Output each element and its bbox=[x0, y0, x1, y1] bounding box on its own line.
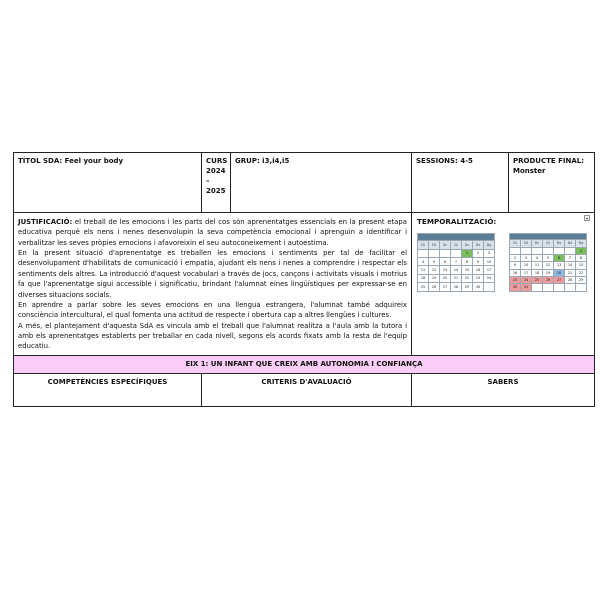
calendar-2 bbox=[509, 233, 587, 291]
calendar-day: 16 bbox=[473, 266, 484, 274]
calendar-day bbox=[554, 284, 565, 291]
calendar-day: 15 bbox=[462, 266, 473, 274]
dropdown-arrow-icon[interactable] bbox=[584, 215, 590, 221]
grup-text: GRUP: i3,i4,i5 bbox=[235, 157, 290, 165]
calendar-day: 19 bbox=[543, 269, 554, 276]
calendar-day: 14 bbox=[565, 262, 576, 269]
calendar-day: 4 bbox=[418, 258, 429, 266]
calendar-weekday: Dt bbox=[429, 241, 440, 249]
calendar-weekday: Dv bbox=[554, 240, 565, 247]
calendar-day: 26 bbox=[429, 283, 440, 291]
calendar-day: 10 bbox=[484, 258, 495, 266]
justificacio-row bbox=[14, 213, 595, 356]
columns-row bbox=[14, 373, 595, 406]
calendar-day: 21 bbox=[565, 269, 576, 276]
calendar-day bbox=[543, 247, 554, 254]
calendar-day: 27 bbox=[440, 283, 451, 291]
calendar-day: 20 bbox=[440, 274, 451, 282]
calendar-day: 28 bbox=[565, 276, 576, 283]
sda-table bbox=[13, 152, 595, 407]
eix-cell: EIX 1: UN INFANT QUE CREIX AMB AUTONOMIA I CONFIANÇA bbox=[14, 355, 595, 373]
calendar-day: 26 bbox=[543, 276, 554, 283]
calendar-day: 16 bbox=[510, 269, 521, 276]
curs-text: CURS 2024 – 2025 bbox=[206, 157, 228, 196]
calendar-month-header bbox=[418, 234, 495, 241]
calendar-day: 1 bbox=[462, 249, 473, 257]
calendar-day: 30 bbox=[473, 283, 484, 291]
titol-text: TÍTOL SDA: Feel your body bbox=[18, 157, 124, 165]
calendar-day: 14 bbox=[451, 266, 462, 274]
calendar-day: 12 bbox=[543, 262, 554, 269]
calendar-weekday: Dg bbox=[484, 241, 495, 249]
calendar-day: 21 bbox=[451, 274, 462, 282]
calendar-day bbox=[440, 249, 451, 257]
calendar-day: 8 bbox=[576, 255, 587, 262]
calendar-day bbox=[451, 249, 462, 257]
calendar-day: 9 bbox=[473, 258, 484, 266]
producte-label: PRODUCTE FINAL: bbox=[513, 157, 585, 165]
calendar-day: 6 bbox=[554, 255, 565, 262]
justificacio-label: JUSTIFICACIÓ: bbox=[18, 218, 73, 226]
calendar-day bbox=[510, 247, 521, 254]
calendar-day: 31 bbox=[521, 284, 532, 291]
calendar-day bbox=[543, 284, 554, 291]
sessions-cell bbox=[412, 153, 509, 213]
calendar-day bbox=[532, 247, 543, 254]
calendar-day: 13 bbox=[554, 262, 565, 269]
calendar-day: 5 bbox=[543, 255, 554, 262]
calendar-day: 25 bbox=[532, 276, 543, 283]
calendar-day: 29 bbox=[462, 283, 473, 291]
calendar-day bbox=[418, 249, 429, 257]
calendar-day: 11 bbox=[532, 262, 543, 269]
calendar-day: 28 bbox=[451, 283, 462, 291]
calendar-day: 3 bbox=[484, 249, 495, 257]
calendar-day: 4 bbox=[532, 255, 543, 262]
calendar-weekday: Dc bbox=[440, 241, 451, 249]
calendar-day: 12 bbox=[429, 266, 440, 274]
calendar-day: 2 bbox=[510, 255, 521, 262]
calendar-day: 9 bbox=[510, 262, 521, 269]
calendar-weekday: Dg bbox=[576, 240, 587, 247]
justificacio-p3: En aprendre a parlar sobre les seves emocions en una llengua estrangera, l'alumnat també adquireix consciència intercultural, el qual fomenta una actitud de respecte i obertura cap a altres llengües i cultures. bbox=[18, 300, 407, 320]
calendar-day: 27 bbox=[554, 276, 565, 283]
producte-value: Monster bbox=[513, 167, 546, 176]
calendar-weekday: Ds bbox=[565, 240, 576, 247]
calendar-day: 6 bbox=[440, 258, 451, 266]
calendar-day bbox=[532, 284, 543, 291]
calendar-day bbox=[554, 247, 565, 254]
calendar-day bbox=[565, 247, 576, 254]
producte-cell bbox=[509, 153, 595, 213]
calendar-day: 11 bbox=[418, 266, 429, 274]
calendar-day: 1 bbox=[576, 247, 587, 254]
calendar-day: 17 bbox=[521, 269, 532, 276]
calendar-day: 25 bbox=[418, 283, 429, 291]
criteris-header: CRITERIS D'AVALUACIÓ bbox=[202, 373, 412, 406]
calendar-day: 7 bbox=[565, 255, 576, 262]
calendar-day: 19 bbox=[429, 274, 440, 282]
calendar-day: 18 bbox=[418, 274, 429, 282]
curs-cell bbox=[202, 153, 231, 213]
calendar-day: 24 bbox=[521, 276, 532, 283]
calendar-day: 24 bbox=[484, 274, 495, 282]
calendar-day: 10 bbox=[521, 262, 532, 269]
calendar-day: 5 bbox=[429, 258, 440, 266]
calendar-day: 22 bbox=[576, 269, 587, 276]
competencies-header: COMPETÈNCIES ESPECÍFIQUES bbox=[14, 373, 202, 406]
calendar-day bbox=[576, 284, 587, 291]
calendar-day bbox=[429, 249, 440, 257]
sabers-header: SABERS bbox=[412, 373, 595, 406]
calendar-day bbox=[521, 247, 532, 254]
eix-row bbox=[14, 355, 595, 373]
calendar-day: 8 bbox=[462, 258, 473, 266]
header-row bbox=[14, 153, 595, 213]
sessions-text: SESSIONS: 4-5 bbox=[416, 157, 473, 165]
temporalitzacio-cell bbox=[412, 213, 595, 356]
calendar-weekday: Ds bbox=[473, 241, 484, 249]
calendar-day: 20 bbox=[554, 269, 565, 276]
calendar-weekday: Dt bbox=[521, 240, 532, 247]
calendar-weekday: Dj bbox=[543, 240, 554, 247]
calendars bbox=[416, 233, 590, 291]
calendar-day: 17 bbox=[484, 266, 495, 274]
calendar-weekday: Dl bbox=[418, 241, 429, 249]
calendar-weekday: Dl bbox=[510, 240, 521, 247]
justificacio-p4: A més, el plantejament d'aquesta SdA es vincula amb el treball que l'alumnat realitza a l'aula amb la tutora i amb els aprenentatges establerts per treballar en cada nivell, segons els acords fixats amb la resta de l'equip educatiu. bbox=[18, 321, 407, 351]
calendar-weekday: Dj bbox=[451, 241, 462, 249]
calendar-day: 23 bbox=[473, 274, 484, 282]
calendar-weekday: Dv bbox=[462, 241, 473, 249]
calendar-day: 2 bbox=[473, 249, 484, 257]
justificacio-cell bbox=[14, 213, 412, 356]
calendar-weekday: Dc bbox=[532, 240, 543, 247]
grup-cell bbox=[231, 153, 412, 213]
calendar-1 bbox=[417, 233, 495, 291]
titol-cell bbox=[14, 153, 202, 213]
calendar-day: 29 bbox=[576, 276, 587, 283]
calendar-day bbox=[484, 283, 495, 291]
calendar-day: 3 bbox=[521, 255, 532, 262]
calendar-day: 18 bbox=[532, 269, 543, 276]
temporalitzacio-label: TEMPORALITZACIÓ: bbox=[417, 217, 497, 226]
calendar-day: 23 bbox=[510, 276, 521, 283]
calendar-day: 22 bbox=[462, 274, 473, 282]
justificacio-p2: En la present situació d'aprenentatge es treballen les emocions i sentiments per tal de facilitar el desenvolupament d'habilitats de comunicació i empatia, ajudant els nens i nenes a comprendre i respectar els sentiments dels altres. La introducció d'aquest vocabulari a través de jocs, cançons i activitats visuals i motrius fa que l'aprenentatge sigui accessible i significatiu, brindant l'alumnat eines lingüístiques per expressar-se en diverses situacions socials. bbox=[18, 249, 407, 299]
calendar-day: 30 bbox=[510, 284, 521, 291]
calendar-day: 13 bbox=[440, 266, 451, 274]
calendar-day: 7 bbox=[451, 258, 462, 266]
justificacio-p1 bbox=[18, 217, 407, 248]
justificacio-text-1: el treball de les emocions i les parts del cos són aprenentatges essencials en la present etapa educativa perquè els nens i nenes desenvolupin la seva competència emocional i aprenguin a identificar i verbalitzar les seves pròpies emocions i afavoreixin el seu autoconeixement i autoestima. bbox=[18, 218, 407, 247]
calendar-day: 15 bbox=[576, 262, 587, 269]
calendar-day bbox=[565, 284, 576, 291]
